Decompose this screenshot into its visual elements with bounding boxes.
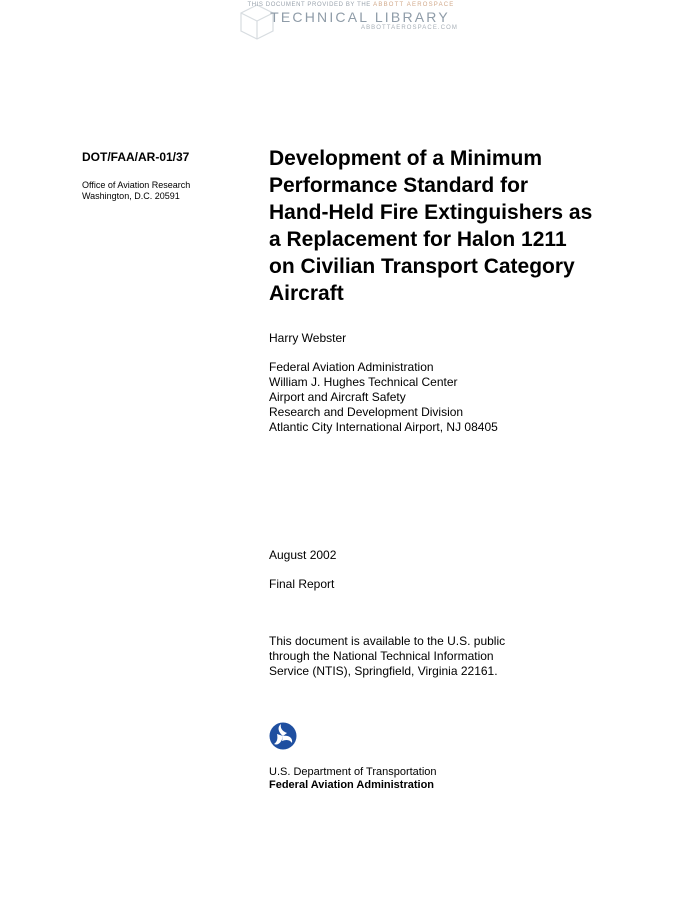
watermark-top-line [246,2,456,8]
title-line: Hand-Held Fire Extinguishers as [269,201,593,224]
availability-line: through the National Technical Information [269,649,494,663]
organization-block [269,360,498,435]
watermark-url: ABBOTTAEROSPACE.COM [360,25,458,31]
office-name: Office of Aviation Research [82,180,191,190]
organization-line: Federal Aviation Administration [269,360,434,374]
watermark [232,0,472,48]
organization-line: Atlantic City International Airport, NJ 08405 [269,420,498,434]
organization-line: Airport and Aircraft Safety [269,390,406,404]
report-number: DOT/FAA/AR-01/37 [82,150,190,164]
office-block [82,180,190,202]
organization-line: Research and Development Division [269,405,464,419]
availability-line: Service (NTIS), Springfield, Virginia 22161. [269,664,498,678]
availability-statement [269,634,505,679]
dot-tri-swirl-logo-icon [269,722,297,750]
title-line: Performance Standard for [269,174,529,197]
watermark-accent: ABBOTT AEROSPACE [373,2,455,8]
organization-line: William J. Hughes Technical Center [269,375,458,389]
department-block [269,766,437,792]
watermark-title: TECHNICAL LIBRARY [270,9,450,25]
availability-line: This document is available to the U.S. public [269,634,506,648]
agency-name: Federal Aviation Administration [269,779,435,791]
report-date: August 2002 [269,548,337,562]
title-line: Development of a Minimum [269,147,543,170]
author-name: Harry Webster [269,331,347,345]
report-type: Final Report [269,577,335,591]
watermark-prefix: THIS DOCUMENT PROVIDED BY THE [247,2,371,8]
department-name: U.S. Department of Transportation [269,766,437,778]
title-line: on Civilian Transport Category [269,255,575,278]
title-line: a Replacement for Halon 1211 [269,228,567,251]
office-address: Washington, D.C. 20591 [82,191,180,201]
report-title [269,145,669,307]
title-line: Aircraft [269,282,344,305]
